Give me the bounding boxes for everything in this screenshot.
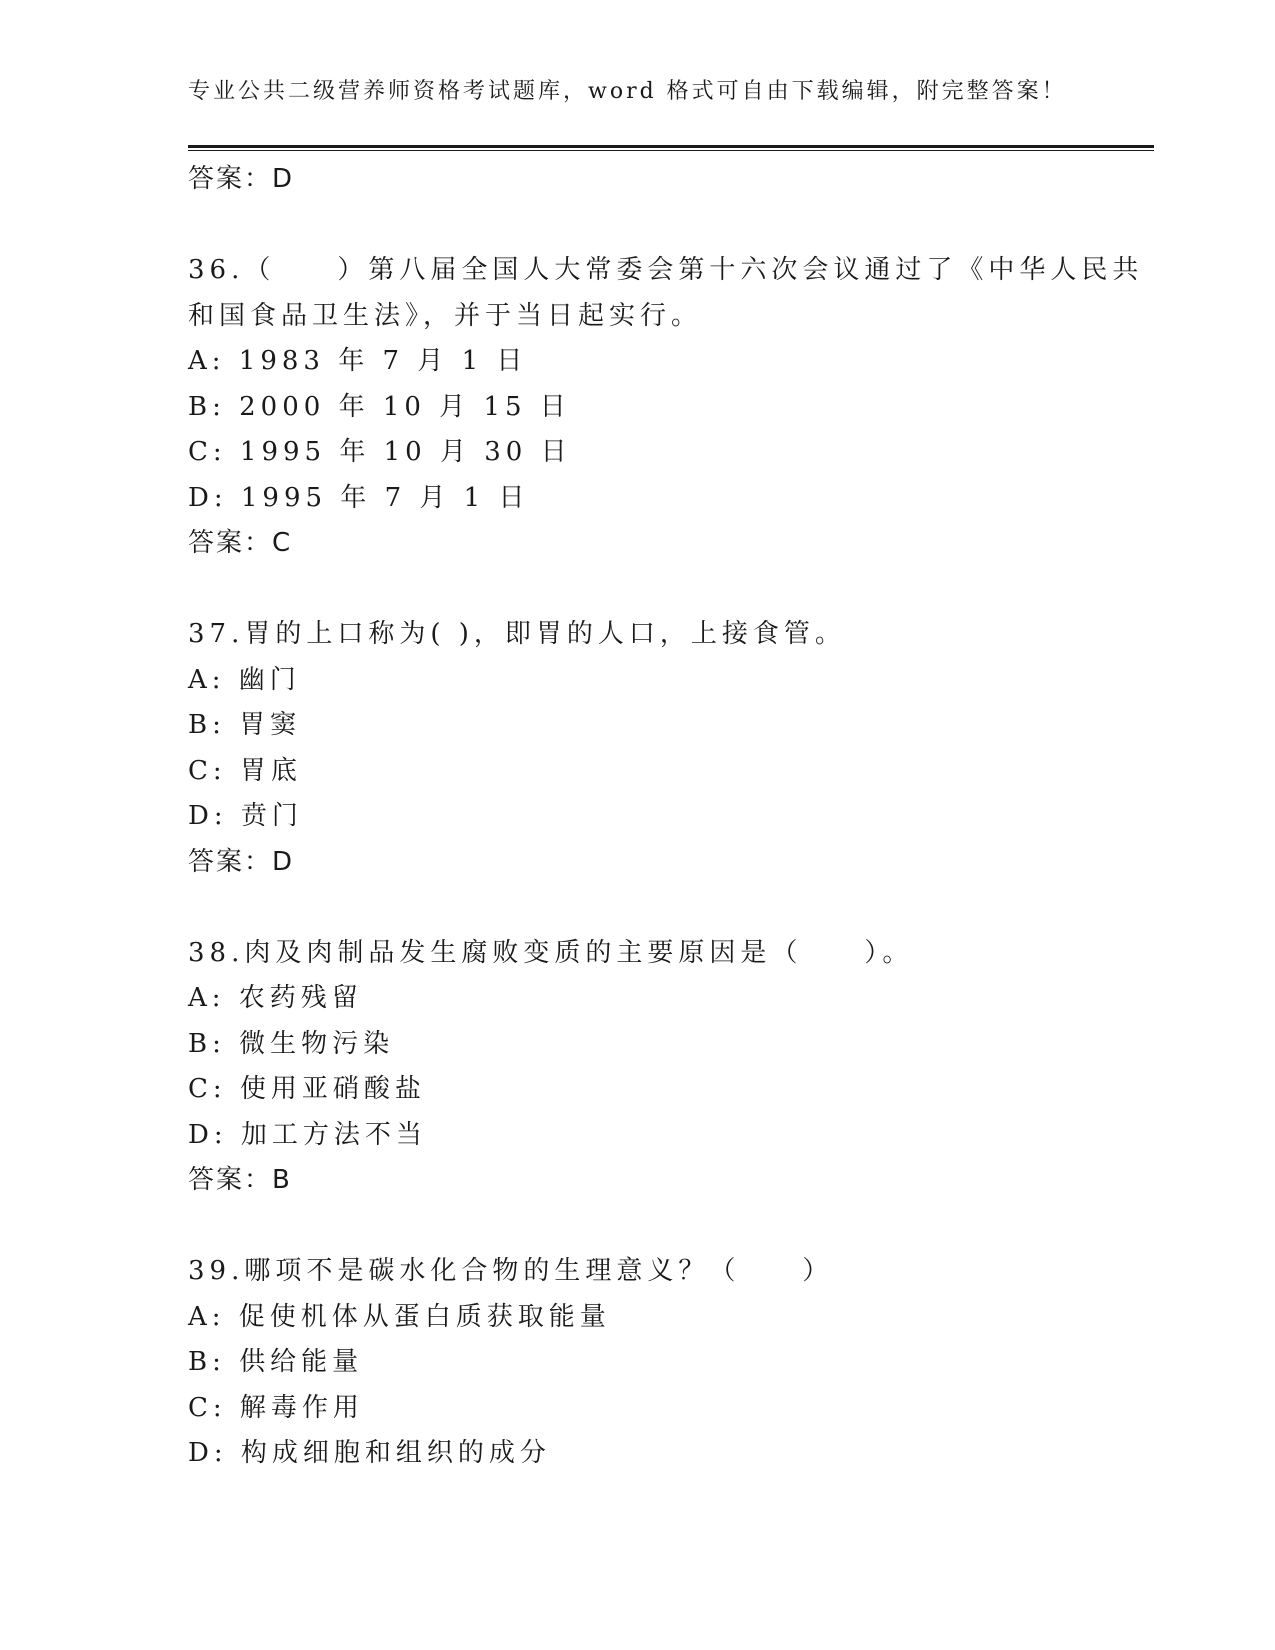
spacer bbox=[188, 203, 1088, 249]
option-d: D: 1995 年 7 月 1 日 bbox=[188, 482, 530, 513]
question-stem: 39.哪项不是碳水化合物的生理意义？（ ） bbox=[188, 1256, 834, 1286]
option-a: A: 促使机体从蛋白质获取能量 bbox=[188, 1301, 611, 1332]
question-block bbox=[188, 931, 1088, 1204]
question-stem: 37.胃的上口称为( )，即胃的人口，上接食管。 bbox=[188, 619, 846, 649]
option-a: A: 农药残留 bbox=[188, 983, 363, 1013]
question-stem: 36.（ ）第八届全国人大常委会第十六次会议通过了《中华人民共 bbox=[188, 255, 1144, 285]
option-a: A: 幽门 bbox=[188, 664, 301, 695]
spacer bbox=[188, 1204, 1088, 1250]
question-block bbox=[188, 248, 1144, 567]
option-d: D: 构成细胞和组织的成分 bbox=[188, 1438, 551, 1468]
header-rule-thick bbox=[188, 145, 1154, 148]
page-header: 专业公共二级营养师资格考试题库，word 格式可自由下载编辑，附完整答案！ bbox=[188, 79, 1067, 104]
answer-line: 答案：D bbox=[188, 164, 295, 194]
spacer bbox=[188, 567, 1088, 613]
option-d: D: 加工方法不当 bbox=[188, 1119, 427, 1150]
option-b: B: 供给能量 bbox=[188, 1347, 364, 1377]
question-block bbox=[188, 1249, 1088, 1477]
question-stem: 38.肉及肉制品发生腐败变质的主要原因是（ ）。 bbox=[188, 937, 914, 968]
spacer bbox=[188, 885, 1088, 931]
answer-line: 答案：C bbox=[188, 528, 293, 558]
option-a: A: 1983 年 7 月 1 日 bbox=[188, 346, 528, 376]
header-rule-thin bbox=[188, 150, 1154, 151]
question-stem: 和国食品卫生法》，并于当日起实行。 bbox=[188, 300, 703, 331]
document-body bbox=[188, 157, 1144, 1477]
option-b: B: 微生物污染 bbox=[188, 1028, 395, 1059]
option-d: D: 贲门 bbox=[188, 801, 303, 831]
option-c: C: 使用亚硝酸盐 bbox=[188, 1074, 426, 1104]
option-b: B: 胃窦 bbox=[188, 710, 302, 740]
option-c: C: 解毒作用 bbox=[188, 1392, 364, 1423]
option-c: C: 胃底 bbox=[188, 755, 302, 786]
option-c: C: 1995 年 10 月 30 日 bbox=[188, 437, 572, 467]
question-block bbox=[188, 612, 1088, 885]
answer-line: 答案：B bbox=[188, 1165, 292, 1195]
answer-line: 答案：D bbox=[188, 846, 295, 877]
option-b: B: 2000 年 10 月 15 日 bbox=[188, 391, 571, 422]
